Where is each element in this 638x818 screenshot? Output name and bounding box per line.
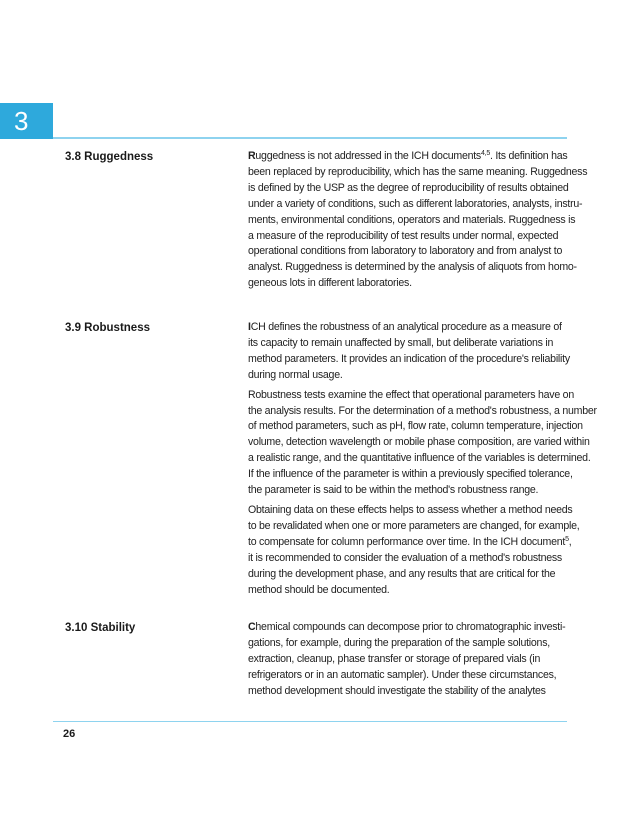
line-text: to compensate for column performance over time. In the ICH document (248, 535, 566, 548)
line-text: during normal usage. (248, 368, 343, 381)
text-line (248, 404, 597, 420)
text-line (248, 320, 570, 336)
line-text: ments, environmental conditions, operators and materials. Ruggedness is (248, 213, 576, 226)
line-text: its capacity to remain unaffected by small, but deliberate variations in (248, 336, 554, 349)
line-text: volume, detection wavelength or mobile phase composition, are varied within (248, 436, 590, 449)
line-text: of method parameters, such as pH, flow rate, column temperature, injection (248, 420, 583, 433)
text-line (248, 181, 570, 197)
line-text: the parameter is said to be within the method's robustness range. (248, 484, 539, 497)
text-line (248, 165, 588, 181)
line-text: hemical compounds can decompose prior to chromatographic investi- (255, 621, 566, 633)
text-line (248, 276, 570, 292)
line-text: analyst. Ruggedness is determined by the analysis of aliquots from homo- (248, 261, 577, 274)
line-text: method should be documented. (248, 583, 390, 596)
reference-superscript: 4,5 (480, 150, 490, 157)
reference-superscript: 5 (565, 535, 569, 543)
paragraph (248, 388, 597, 499)
text-line (248, 583, 570, 599)
line-text: Obtaining data on these effects helps to assess whether a method needs (248, 503, 573, 516)
text-line (248, 535, 570, 551)
top-rule (53, 137, 567, 139)
line-text: is defined by the USP as the degree of reproducibility of results obtained (248, 181, 569, 194)
chapter-tab (0, 103, 53, 139)
section-body-stability (248, 620, 570, 704)
line-text: to be revalidated when one or more parameters are changed, for example, (248, 519, 580, 532)
drop-cap: I (248, 321, 251, 333)
text-line (248, 503, 573, 519)
line-text: method parameters. It provides an indication of the procedure's reliability (248, 352, 570, 365)
line-text: a measure of the reproducibility of test results under normal, expected (248, 229, 559, 242)
text-line (248, 419, 583, 435)
text-line (248, 451, 591, 467)
line-text: under a variety of conditions, such as different laboratories, analysts, instru- (248, 197, 583, 210)
line-text: extraction, cleanup, phase transfer or storage of prepared vials (in (248, 652, 541, 665)
line-text: been replaced by reproducibility, which has the same meaning. Ruggedness (248, 165, 588, 178)
line-text: refrigerators or in an automatic sampler). Under these circumstances, (248, 668, 557, 681)
line-text: CH defines the robustness of an analytical procedure as a measure of (250, 321, 562, 333)
drop-cap: C (248, 621, 256, 633)
paragraph (248, 620, 570, 700)
section-heading-stability: 3.10 Stability (65, 622, 136, 634)
line-text: during the development phase, and any results that are critical for the (248, 567, 556, 580)
paragraph (248, 503, 580, 598)
line-tail: , (568, 535, 572, 548)
section-body-ruggedness (248, 149, 588, 296)
section-heading-ruggedness: 3.8 Ruggedness (65, 151, 154, 163)
text-line (248, 260, 577, 276)
line-text: If the influence of the parameter is within a previously specified tolerance, (248, 468, 573, 481)
text-line (248, 435, 590, 451)
paragraph (248, 320, 570, 384)
line-text: the analysis results. For the determination of a method's robustness, a number (248, 404, 597, 417)
line-text: geneous lots in different laboratories. (248, 277, 412, 290)
text-line (248, 620, 570, 636)
section-body-robustness (248, 320, 597, 602)
text-line (248, 213, 576, 229)
line-text: uggedness is not addressed in the ICH documents (255, 150, 481, 162)
section-heading-robustness: 3.9 Robustness (65, 322, 150, 334)
text-line (248, 352, 570, 368)
text-line (248, 368, 570, 384)
text-line (248, 684, 570, 700)
line-text: operational conditions from laboratory to laboratory and from analyst to (248, 245, 563, 258)
text-line (248, 336, 570, 352)
line-text: Robustness tests examine the effect that operational parameters have on (248, 388, 574, 401)
text-line (248, 467, 573, 483)
chapter-number: 3 (14, 106, 29, 136)
page-number: 26 (63, 728, 76, 740)
text-line (248, 244, 570, 260)
text-line (248, 197, 583, 213)
line-tail: . Its definition has (489, 150, 568, 162)
drop-cap: R (248, 150, 256, 162)
line-text: a realistic range, and the quantitative influence of the variables is determined. (248, 452, 591, 465)
text-line (248, 652, 570, 668)
line-text: it is recommended to consider the evaluation of a method's robustness (248, 551, 562, 564)
text-line (248, 551, 570, 567)
paragraph (248, 149, 588, 292)
text-line (248, 567, 570, 583)
text-line (248, 229, 570, 245)
line-text: gations, for example, during the preparation of the sample solutions, (248, 636, 550, 649)
text-line (248, 149, 570, 165)
text-line (248, 668, 570, 684)
text-line (248, 388, 574, 404)
text-line (248, 519, 580, 535)
text-line (248, 636, 570, 652)
bottom-rule (53, 721, 567, 722)
text-line (248, 483, 570, 499)
line-text: method development should investigate the stability of the analytes (248, 684, 546, 697)
